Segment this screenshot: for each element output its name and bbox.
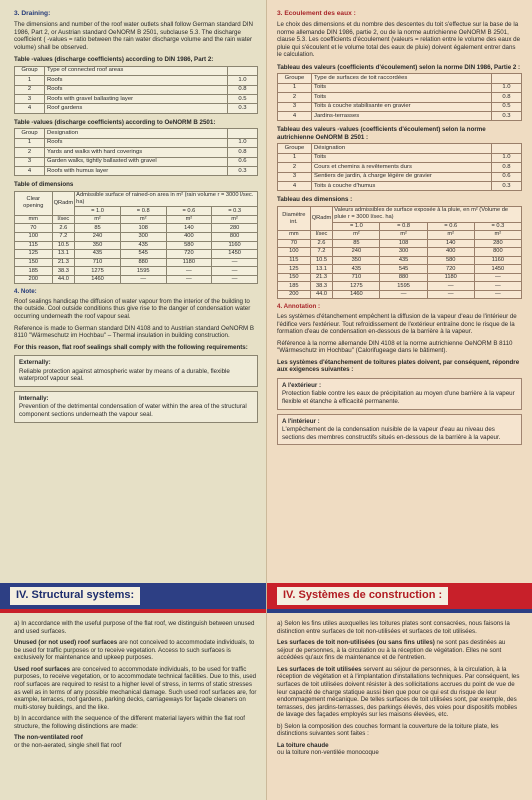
table-header: Valeurs admissibles de surface exposée à la pluie, en m² (Volume de pluie r = 3000 l/sec. ha) xyxy=(333,207,522,223)
externally-text: Reliable protection against atmospheric water by means of a durable, flexible waterproof vapour seal. xyxy=(19,367,230,383)
non-ventilated-title: The non-ventilated roof xyxy=(14,734,83,742)
drainage-title: 3. Draining: xyxy=(14,10,51,17)
table-row: 3 Sentiers de jardin, à charge légère de gravier 0.6 xyxy=(278,172,522,181)
section-banner xyxy=(0,583,266,613)
internally-text: Prevention of the detrimental condensation of water within the area of the structural component sections underneath the vapour seal. xyxy=(19,403,247,419)
table-row: 4 Toits à couche d'humus 0.3 xyxy=(278,182,522,191)
section-banner-title: IV. Structural systems: xyxy=(10,587,140,604)
table-row: 185 38.3 1275 1595 — — xyxy=(15,267,258,276)
table-header xyxy=(228,129,258,138)
table-row: 70 2.6 85 108 140 280 xyxy=(15,224,258,233)
table-header: Groupe xyxy=(278,74,312,83)
table-row: 2 Cours et chemins à revêtements durs 0.8 xyxy=(278,163,522,172)
units-row: mm l/sec m² m² m² m² xyxy=(15,215,258,224)
dims-caption: Tableau des dimensions : xyxy=(277,196,353,204)
table-header: Admissible surface of rained-on area in m² (rain volume r = 3000 l/sec. ha) xyxy=(75,191,258,207)
din-table xyxy=(277,73,522,121)
externally-text: Protection fiable contre les eaux de précipitation au moyen d'une barrière à la vapeur flexible et étanche à efficacité permanente. xyxy=(282,390,515,406)
paragraph-a: a) In accordance with the useful purpose of the flat roof, we distinguish between unused and used surfaces. xyxy=(14,620,255,635)
table-header-row xyxy=(15,129,258,138)
table-header: = 0.8 xyxy=(120,207,166,216)
note-title: 4. Note: xyxy=(14,288,37,296)
section-banner-title: IV. Systèmes de construction : xyxy=(277,587,448,604)
internally-title: A l'intérieur : xyxy=(282,417,320,425)
oenorm-table xyxy=(14,128,258,176)
table-header-row xyxy=(15,191,258,207)
table-header: Diamètre int. xyxy=(278,207,311,231)
internally-title: Internally: xyxy=(19,394,49,402)
table-row: 115 10.5 350 435 580 1160 xyxy=(278,256,522,265)
table-header xyxy=(228,66,258,75)
table-row: 125 13.1 435 545 720 1450 xyxy=(15,250,258,259)
table-row: 2 Roofs 0.8 xyxy=(15,85,258,94)
table-row: 1 Roofs 1.0 xyxy=(15,138,258,147)
table-header: Groupe xyxy=(278,144,312,153)
note-requirements: For this reason, flat roof sealings shall comply with the following requirements: xyxy=(14,343,248,351)
unused-paragraph: Les surfaces de toit non-utilisées (ou sans fins utiles) ne sont pas destinées au séjour de personnes, à la circulation ou à la réception de végétation. Elles ne sont accédées qu'aux fins de maintenance et de l'entretien. xyxy=(277,639,506,662)
table-header: = 0.6 xyxy=(427,222,474,231)
dimensions-table xyxy=(14,191,258,284)
paragraph-b: b) In accordance with the sequence of the different material layers within the flat roof structure, the following distinctions are made: xyxy=(14,715,246,730)
table1-caption: Tableau des valeurs (coefficients d'écoulement) selon la norme DIN 1986, Partie 2 : xyxy=(277,63,521,71)
table-row: 185 38.3 1275 1595 — — xyxy=(278,282,522,291)
table-header: Désignation xyxy=(312,144,492,153)
note-paragraph: Reference is made to German standard DIN 4108 and to Austrian standard OeNORM B 8110 "Wärmeschutz im Hochbau" – Thermal insulation in building construction. xyxy=(14,324,255,340)
paragraph-a: a) Selon les fins utiles auxquelles les toitures plates sont consacrées, nous faisons la distinction entre surfaces de toit non-utilisées et surfaces de toit utilisées. xyxy=(277,620,510,635)
table-row: 3 Garden walks, tightly ballasted with gravel 0.6 xyxy=(15,157,258,166)
table-header: Group xyxy=(15,129,45,138)
internally-box xyxy=(277,414,522,446)
drainage-text: Le choix des dimensions et du nombre des descentes du toit s'effectue sur la base de la norme allemande DIN 1986, partie 2, ou de la norme autrichienne OeNORM B 2501, clause 5.3. Les coefficients d'écoulement (valeurs = relation entre le volume des eaux de pluie qui s'écoulent et le volume total des eaux de pluie) doivent également entrer dans le calculation. xyxy=(277,21,521,59)
table-header: = 1.0 xyxy=(75,207,121,216)
non-ventilated-text: or the non-aerated, single shell flat roof xyxy=(14,741,122,749)
table-header: = 0.3 xyxy=(474,222,521,231)
drainage-title: 3. Ecoulement des eaux : xyxy=(277,10,356,17)
french-column xyxy=(266,0,532,800)
table-header-row xyxy=(278,74,522,83)
table2-caption: Tableau des valeurs -values (coefficients d'écoulement) selon la norme autrichienne OeNORM B 2501 : xyxy=(277,126,486,141)
table-row: 2 Yards and walks with hard coverings 0.8 xyxy=(15,148,258,157)
table-row: 100 7.2 240 300 400 800 xyxy=(15,233,258,242)
table-row: 3 Roofs with gravel ballasting layer 0.5 xyxy=(15,95,258,104)
internally-text: L'empêchement de la condensation nuisible de la vapeur d'eau au niveau des sections des membres constructifs situés en-dessous de la barrière à la vapeur. xyxy=(282,426,501,441)
table-header: Type de surfaces de toit raccordées xyxy=(312,74,492,83)
table-row: 4 Roofs with humus layer 0.3 xyxy=(15,166,258,175)
oenorm-table xyxy=(277,143,522,191)
table-row: 115 10.5 350 435 580 1160 xyxy=(15,241,258,250)
externally-box xyxy=(277,378,522,410)
table-header: = 1.0 xyxy=(333,222,380,231)
table-row: 100 7.2 240 300 400 800 xyxy=(278,248,522,257)
table-header-row xyxy=(278,144,522,153)
note-title: 4. Annotation : xyxy=(277,303,321,311)
externally-title: A l'extérieur : xyxy=(282,381,322,389)
table-row: 1 Toits 1.0 xyxy=(278,83,522,92)
table-header xyxy=(492,74,522,83)
internally-box xyxy=(14,391,258,423)
paragraph-b: b) Selon la composition des couches formant la couverture de la toiture plate, les distinctions suivantes sont faites : xyxy=(277,722,499,738)
drainage-text: The dimensions and number of the roof water outlets shall follow German standard DIN 1986, Part 2, or Austrian standard OeNORM B 2501, subclause 5.3. The discharge coefficient ( -values = ratio between the rain water discharge volume and the rain water volume) shall be observed. xyxy=(14,21,254,51)
table-header: Designation xyxy=(45,129,228,138)
dims-caption: Table of dimensions xyxy=(14,181,74,189)
table-row: 3 Toits à couche stabilisante en gravier 0.5 xyxy=(278,102,522,111)
structural-systems-text xyxy=(14,620,258,749)
externally-box xyxy=(14,355,258,387)
note-paragraph: Roof sealings handicap the diffusion of water vapour from the interior of the building to the outside. Cool outside conditions thus give rise to the danger of condensation water occurring underneath the roof vapour seal. xyxy=(14,297,251,320)
non-ventilated-title: La toiture chaude xyxy=(277,741,329,749)
table-row: 1 Toits 1.0 xyxy=(278,153,522,162)
table-row: 200 44.0 1460 — — — xyxy=(278,290,522,299)
used-paragraph: Les surfaces de toit utilisées servent au séjour de personnes, à la circulation, à la réception de végétation et à l'implantation d'installations techniques. Par conséquent, les surfaces de toit utilisées doivent résister à des sollicitations accrues du point de vue de leur capacité de charge statique aussi bien que pour ce qui est du risque de leur endommagement mécanique. De telles surfaces de toit utilisées sont, par exemple, des terrasses, des jardins-terrasses, des parkings élevés, des voies pour dispositifs mobiles de lavage des façades employés sur les maisons élevées, etc. xyxy=(277,665,520,719)
units-row: mm l/sec m² m² m² m² xyxy=(278,231,522,240)
non-ventilated-text: ou la toiture non-ventilée monocoque xyxy=(277,749,379,757)
table-row: 2 Toits 0.8 xyxy=(278,93,522,102)
table-header: Type of connected roof areas xyxy=(45,66,228,75)
note-paragraph: Les systèmes d'étanchement empêchent la diffusion de la vapeur d'eau de l'intérieur de l'édifice vers l'extérieur. Tout refroidissement de l'extérieur entraîne donc le risque de la formation d'eau de condensation en-dessous de la barrière à la vapeur. xyxy=(277,312,517,336)
note-paragraph: Référence à la norme allemande DIN 4108 et la norme autrichienne OeNORM B 8110 "Wärmeschutz im Hochbau" (Calorifugeage dans le bâtiment). xyxy=(277,339,513,355)
table1-caption: Table -values (discharge coefficients) according to DIN 1986, Part 2: xyxy=(14,56,214,64)
table-row: 4 Roof gardens 0.3 xyxy=(15,104,258,113)
table-row: 125 13.1 435 545 720 1450 xyxy=(278,265,522,274)
din-table xyxy=(14,66,258,114)
table-header: = 0.6 xyxy=(166,207,212,216)
section-banner xyxy=(267,583,532,613)
table-row: 150 21.3 710 880 1180 — xyxy=(15,258,258,267)
table-header-row xyxy=(278,207,522,223)
table-header-row xyxy=(15,66,258,75)
table-row: 4 Jardins-terrasses 0.3 xyxy=(278,111,522,120)
table-header xyxy=(492,144,522,153)
unused-paragraph: Unused (or not used) roof surfaces are not conceived to accommodate individuals, to be used for traffic purposes or to receive vegetation. Access to such surfaces is exclusively for maintenance and upkeep purposes. xyxy=(14,639,255,662)
note-requirements: Les systèmes d'étanchement de toitures plates doivent, par conséquent, répondre aux exigences suivantes : xyxy=(277,358,520,374)
table-header: Group xyxy=(15,66,45,75)
structural-systems-text xyxy=(277,620,522,757)
table-header: QRadm xyxy=(52,191,75,215)
dimensions-table xyxy=(277,206,522,299)
table-row: 70 2.6 85 108 140 280 xyxy=(278,239,522,248)
externally-title: Externally: xyxy=(19,359,51,367)
table-header: = 0.3 xyxy=(212,207,258,216)
table-row: 1 Roofs 1.0 xyxy=(15,76,258,85)
table-header: QRadm xyxy=(310,207,333,231)
table-row: 150 21.3 710 880 1180 — xyxy=(278,273,522,282)
table2-caption: Table -values (discharge coefficients) according to OeNORM B 2501: xyxy=(14,118,216,126)
table-header: = 0.8 xyxy=(380,222,427,231)
table-row: 200 44.0 1460 — — — xyxy=(15,275,258,284)
table-header: Clear opening xyxy=(15,191,53,215)
used-paragraph: Used roof surfaces are conceived to accommodate individuals, to be used for traffic purposes, to receive vegetation, or to accommodate technical facilities. Due to this, used roof surfaces are required to resist to a higher level of stress, in terms of static stresses as well as in terms of any possible mechanical damage. Such used roof surfaces are, for example, terraces, roof gardens, parking decks, carriageways for façade cleaners on multi-storey buildings, and the like. xyxy=(14,665,257,711)
